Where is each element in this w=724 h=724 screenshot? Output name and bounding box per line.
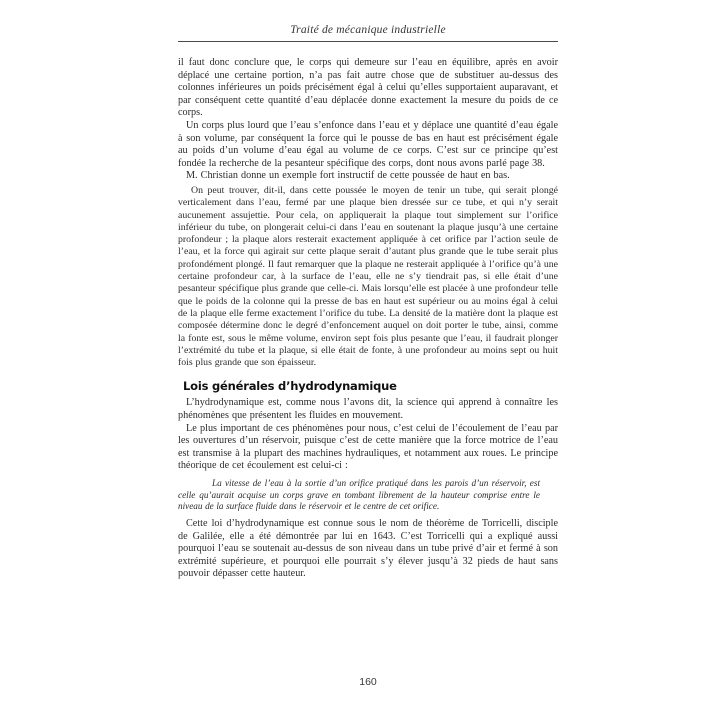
paragraph-corps-plus-lourd: Un corps plus lourd que l’eau s’enfonce dans l’eau et y déplace une quantité d’eau égale à son volume, par conséquent la force qui le pousse de bas en haut est précisément égale au poids d’un volume d’eau égal au volume de ce corps. C’est sur ce principe qu’est fondée la recherche de la pesanteur spécifique des corps, dont nous avons parlé page 38.	[178, 119, 558, 169]
text-block	[178, 24, 558, 581]
running-header-title: Traité de mécanique industrielle	[290, 24, 446, 36]
italic-quote-vitesse: La vitesse de l’eau à la sortie d’un orifice pratiqué dans les parois d’un réservoir, est celle qu’aurait acquise un corps grave en tombant librement de la hauteur comprise entre le niveau de la surface fluide dans le réservoir et le centre de cet orifice.	[178, 477, 540, 512]
page-body	[178, 57, 558, 581]
quote-block-tube: On peut trouver, dit-il, dans cette poussée le moyen de tenir un tube, qui serait plongé verticalement dans l’eau, fermé par une plaque bien dressée sur ce tube, et qui n’y serait aucunement assujettie. Pour cela, on appliquerait la plaque tout simplement sur l’orifice inférieur du tube, on plongerait celui-ci dans l’eau en soutenant la plaque jusqu’à une certaine profondeur ; la plaque alors resterait exactement appliquée à cet orifice par l’action seule de l’eau, et la force qui agirait sur cette plaque serait d’autant plus grande que le tube serait plus profondément plongé. Il faut remarquer que la plaque ne resterait appliquée à l’orifice qu’à une certaine profondeur car, à la surface de l’eau, elle ne s’y tiendrait pas, si elle était d’une pesanteur spécifique plus grande que celle-ci. Mais lorsqu’elle est placée à une profondeur telle que le poids de la colonne qui la presse de bas en haut est supérieur ou au moins égal à celui de la plaque elle ferme exactement l’orifice du tube. La densité de la matière dont la plaque est composée détermine donc le degré d’enfoncement auquel on doit porter le tube, ainsi, comme la fonte est, sous le même volume, environ sept fois plus pesante que l’eau, il faudrait plonger l’extrémité du tube et la plaque, si elle était de fonte, à une profondeur au moins sept ou huit fois plus grande que son épaisseur.	[178, 184, 558, 369]
page-header	[178, 24, 558, 42]
section-heading-hydrodynamique: Lois générales d’hydrodynamique	[183, 379, 397, 394]
paragraph-hydrodynamique-definition: L’hydrodynamique est, comme nous l’avons dit, la science qui apprend à connaître les phénomènes que présentent les fluides en mouvement.	[178, 397, 558, 421]
paragraph-christian: M. Christian donne un exemple fort instructif de cette poussée de haut en bas.	[186, 170, 510, 182]
paragraph-torricelli: Cette loi d’hydrodynamique est connue sous le nom de théorème de Torricelli, disciple de Galilée, elle a été démontrée par lui en 1643. C’est Torricelli qui a expliqué aussi pourquoi l’eau se soutenait au-dessus de son niveau dans un tube privé d’air et fermé à son extrémité supérieure, et pourquoi elle pourrait s’y élever jusqu’à 32 pieds de haut sans pouvoir dépasser cette hauteur.	[178, 518, 558, 580]
paragraph-equilibre: il faut donc conclure que, le corps qui demeure sur l’eau en équilibre, après en avoir déplacé une certaine portion, n’a pas fait autre chose que de substituer au-dessus des colonnes inférieures un poids précisément égal à celui qu’elles supportaient auparavant, et par conséquent cette quantité d’eau déplacée donne exactement la mesure du poids de ce corps.	[178, 57, 558, 119]
page-number: 160	[359, 676, 377, 688]
header-rule	[178, 41, 558, 42]
paragraph-ecoulement: Le plus important de ces phénomènes pour nous, c’est celui de l’écoulement de l’eau par les ouvertures d’un réservoir, puisque c’est de cette manière que la force motrice de l’eau est transmise à la plupart des machines hydrauliques, et notamment aux roues. Le principe théorique de cet écoulement est celui-ci :	[178, 422, 558, 472]
